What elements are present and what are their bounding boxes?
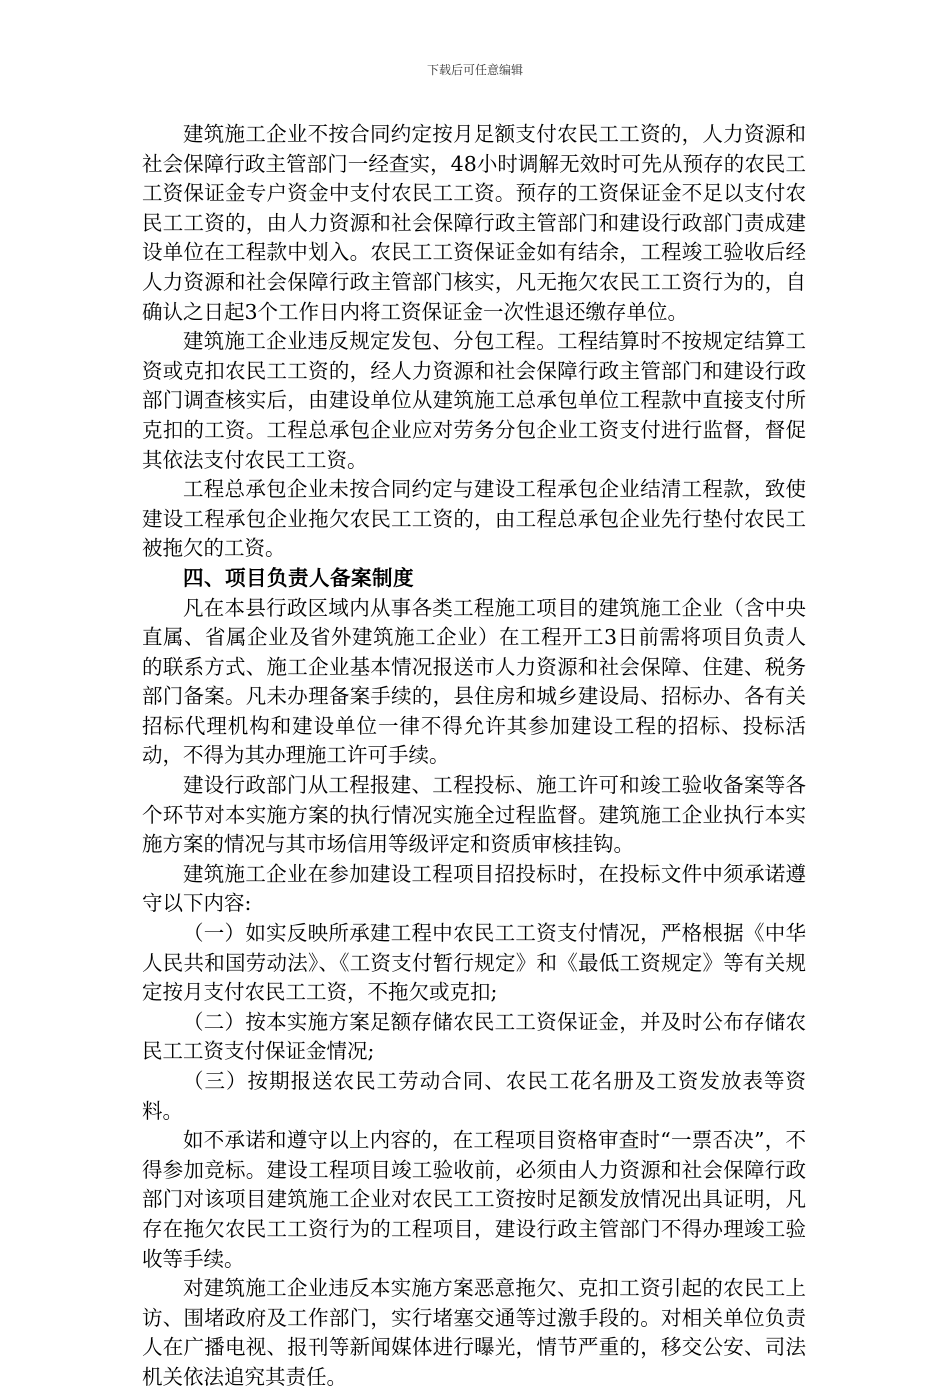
commitment-item-1: （一）如实反映所承建工程中农民工工资支付情况，严格根据《中华人民共和国劳动法》、《工资支付暂行规定》和《最低工资规定》等有关规定按月支付农民工工资，不拖欠或克扣; xyxy=(142,921,806,1005)
paragraph-filing-requirement: 凡在本县行政区域内从事各类工程施工项目的建筑施工企业（含中央直属、省属企业及省外建筑施工企业）在工程开工3日前需将项目负责人的联系方式、施工企业基本情况报送市人力资源和社会保障、住建、税务部门备案。凡未办理备案手续的，县住房和城乡建设局、招标办、各有关招标代理机构和建设单位一律不得允许其参加建设工程的招标、投标活动，不得为其办理施工许可手续。 xyxy=(142,595,806,768)
commitment-item-3: （三）按期报送农民工劳动合同、农民工花名册及工资发放表等资料。 xyxy=(142,1069,806,1123)
paragraph-one-vote-veto: 如不承诺和遵守以上内容的，在工程项目资格审查时“一票否决”，不得参加竞标。建设工程项目竣工验收前，必须由人力资源和社会保障行政部门对该项目建筑施工企业对农民工工资按时足额发放情况出具证明，凡存在拖欠农民工工资行为的工程项目，建设行政主管部门不得办理竣工验收等手续。 xyxy=(142,1128,806,1271)
paragraph-wage-guarantee: 建筑施工企业不按合同约定按月足额支付农民工工资的，人力资源和社会保障行政主管部门一经查实，48小时调解无效时可先从预存的农民工工资保证金专户资金中支付农民工工资。预存的工资保证金不足以支付农民工工资的，由人力资源和社会保障行政主管部门和建设行政部门责成建设单位在工程款中划入。农民工工资保证金如有结余，工程竣工验收后经人力资源和社会保障行政主管部门核实，凡无拖欠农民工工资行为的，自确认之日起3个工作日内将工资保证金一次性退还缴存单位。 xyxy=(142,122,806,324)
paragraph-subcontract-violation: 建筑施工企业违反规定发包、分包工程。工程结算时不按规定结算工资或克扣农民工工资的，经人力资源和社会保障行政主管部门和建设行政部门调查核实后，由建设单位从建筑施工总承包单位工程款中直接支付所克扣的工资。工程总承包企业应对劳务分包企业工资支付进行监督，督促其依法支付农民工工资。 xyxy=(142,329,806,472)
paragraph-penalties: 对建筑施工企业违反本实施方案恶意拖欠、克扣工资引起的农民工上访、围堵政府及工作部门，实行堵塞交通等过激手段的。对相关单位负责人在广播电视、报刊等新闻媒体进行曝光，情节严重的，移交公安、司法机关依法追究其责任。 xyxy=(142,1276,806,1389)
commitment-item-2: （二）按本实施方案足额存储农民工工资保证金，并及时公布存储农民工工资支付保证金情况; xyxy=(142,1009,806,1064)
paragraph-general-contractor: 工程总承包企业未按合同约定与建设工程承包企业结清工程款，致使建设工程承包企业拖欠农民工工资的，由工程总承包企业先行垫付农民工被拖欠的工资。 xyxy=(142,477,806,561)
paragraph-bid-commitment: 建筑施工企业在参加建设工程项目招投标时，在投标文件中须承诺遵守以下内容: xyxy=(142,861,806,916)
paragraph-supervision: 建设行政部门从工程报建、工程投标、施工许可和竣工验收备案等各个环节对本实施方案的执行情况实施全过程监督。建筑施工企业执行本实施方案的情况与其市场信用等级评定和资质审核挂钩。 xyxy=(142,773,806,857)
document-body xyxy=(142,120,806,1393)
section-heading: 四、项目负责人备案制度 xyxy=(183,565,414,590)
header-note: 下载后可任意编辑 xyxy=(426,63,523,77)
